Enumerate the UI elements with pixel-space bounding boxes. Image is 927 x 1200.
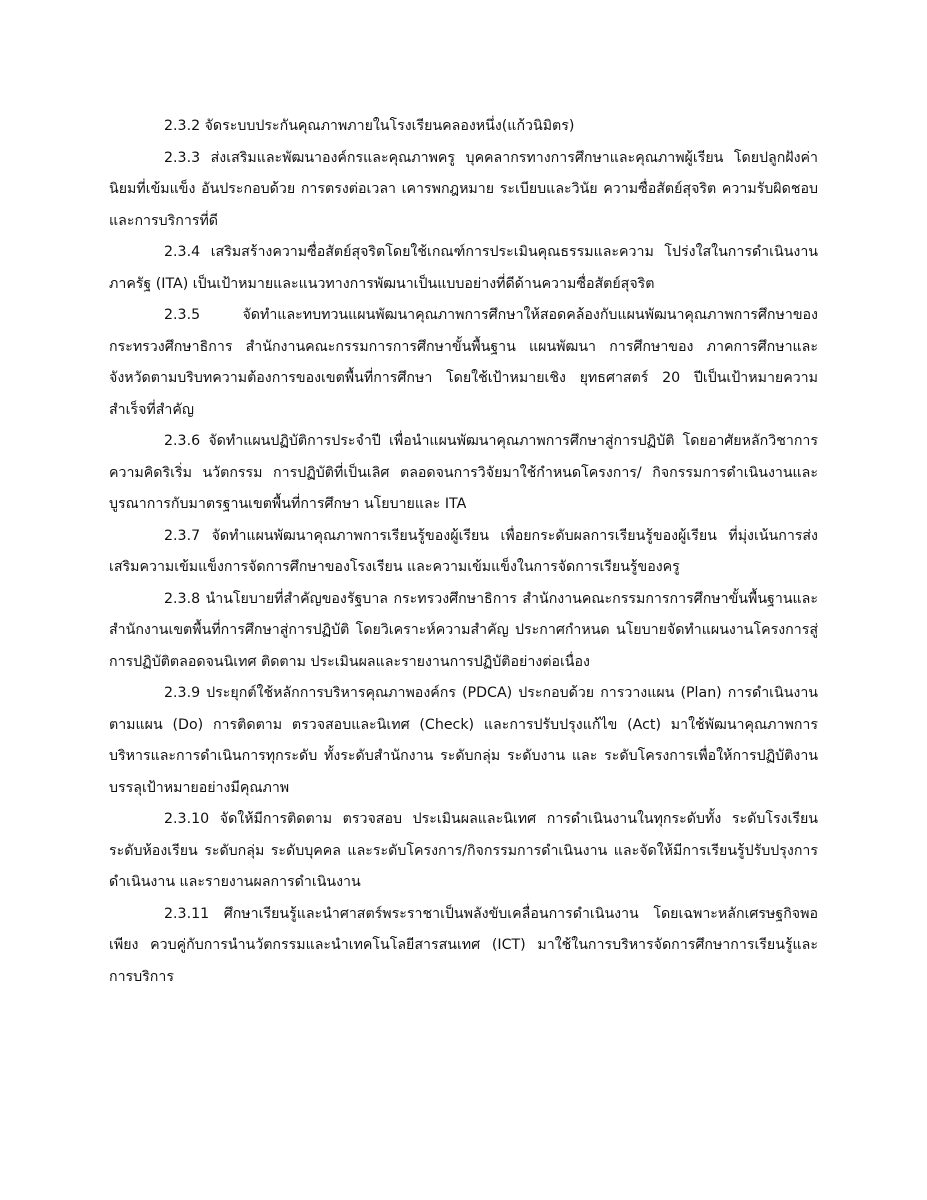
- section-item-2-3-2: 2.3.2 จัดระบบประกันคุณภาพภายในโรงเรียนคลองหนึ่ง(แก้วนิมิตร): [164, 118, 575, 134]
- section-item-2-3-10: 2.3.10 จัดให้มีการติดตาม ตรวจสอบ ประเมินผลและนิเทศ การดำเนินงานในทุกระดับทั้ง ระดับโรงเรียนระดับห้องเรียน ระดับกลุ่ม ระดับบุคคล และระดับโครงการ/กิจกรรมการดำเนินงาน และจัดให้มีการเรียนรู้ปรับปรุงการดำเนินงาน และรายงานผลการดำเนินงาน: [109, 811, 818, 890]
- section-item-2-3-9: 2.3.9 ประยุกต์ใช้หลักการบริหารคุณภาพองค์กร (PDCA) ประกอบด้วย การวางแผน (Plan) การดำเนินงานตามแผน (Do) การติดตาม ตรวจสอบและนิเทศ (Check) และการปรับปรุงแก้ไข (Act) มาใช้พัฒนาคุณภาพการบริหารและการดำเนินการทุกระดับ ทั้งระดับสำนักงาน ระดับกลุ่ม ระดับงาน และ ระดับโครงการเพื่อให้การปฏิบัติงานบรรลุเป้าหมายอย่างมีคุณภาพ: [109, 685, 818, 796]
- section-item-2-3-8: 2.3.8 นำนโยบายที่สำคัญของรัฐบาล กระทรวงศึกษาธิการ สำนักงานคณะกรรมการการศึกษาขั้นพื้นฐานและสำนักงานเขตพื้นที่การศึกษาสู่การปฏิบัติ โดยวิเคราะห์ความสำคัญ ประกาศกำหนด นโยบายจัดทำแผนงานโครงการสู่การปฏิบัติตลอดจนนิเทศ ติดตาม ประเมินผลและรายงานการปฏิบัติอย่างต่อเนื่อง: [109, 590, 818, 670]
- section-item-2-3-4: 2.3.4 เสริมสร้างความซื่อสัตย์สุจริตโดยใช้เกณฑ์การประเมินคุณธรรมและความ โปร่งใสในการดำเนินงานภาครัฐ (ITA) เป็นเป้าหมายและแนวทางการพัฒนาเป็นแบบอย่างที่ดีด้านความซื่อสัตย์สุจริต: [109, 244, 818, 292]
- section-item-2-3-5: 2.3.5 จัดทำและทบทวนแผนพัฒนาคุณภาพการศึกษาให้สอดคล้องกับแผนพัฒนาคุณภาพการศึกษาของกระทรวงศึกษาธิการ สำนักงานคณะกรรมการการศึกษาขั้นพื้นฐาน แผนพัฒนา การศึกษาของ ภาคการศึกษาและจังหวัดตามบริบทความต้องการของเขตพื้นที่การศึกษา โดยใช้เป้าหมายเชิง ยุทธศาสตร์ 20 ปีเป็นเป้าหมายความสำเร็จที่สำคัญ: [109, 307, 818, 418]
- section-item-2-3-3: 2.3.3 ส่งเสริมและพัฒนาองค์กรและคุณภาพครู บุคคลากรทางการศึกษาและคุณภาพผู้เรียน โดยปลูกฝังค่านิยมที่เข้มแข็ง อันประกอบด้วย การตรงต่อเวลา เคารพกฎหมาย ระเบียบและวินัย ความซื่อสัตย์สุจริต ความรับผิดชอบและการบริการที่ดี: [109, 149, 818, 229]
- section-item-2-3-6: 2.3.6 จัดทำแผนปฏิบัติการประจำปี เพื่อนำแผนพัฒนาคุณภาพการศึกษาสู่การปฏิบัติ โดยอาศัยหลักวิชาการ ความคิดริเริ่ม นวัตกรรม การปฏิบัติที่เป็นเลิศ ตลอดจนการวิจัยมาใช้กำหนดโครงการ/ กิจกรรมการดำเนินงานและบูรณาการกับมาตรฐานเขตพื้นที่การศึกษา นโยบายและ ITA: [109, 433, 818, 512]
- section-item-2-3-11: 2.3.11 ศึกษาเรียนรู้และนำศาสตร์พระราชาเป็นพลังขับเคลื่อนการดำเนินงาน โดยเฉพาะหลักเศรษฐกิจพอเพียง ควบคู่กับการนำนวัตกรรมและนำเทคโนโลยีสารสนเทศ (ICT) มาใช้ในการบริหารจัดการศึกษาการเรียนรู้และการบริการ: [109, 905, 818, 985]
- section-item-2-3-7: 2.3.7 จัดทำแผนพัฒนาคุณภาพการเรียนรู้ของผู้เรียน เพื่อยกระดับผลการเรียนรู้ของผู้เรียน ที่มุ่งเน้นการส่งเสริมความเข้มแข็งการจัดการศึกษาของโรงเรียน และความเข้มแข็งในการจัดการเรียนรู้ของครู: [109, 527, 818, 575]
